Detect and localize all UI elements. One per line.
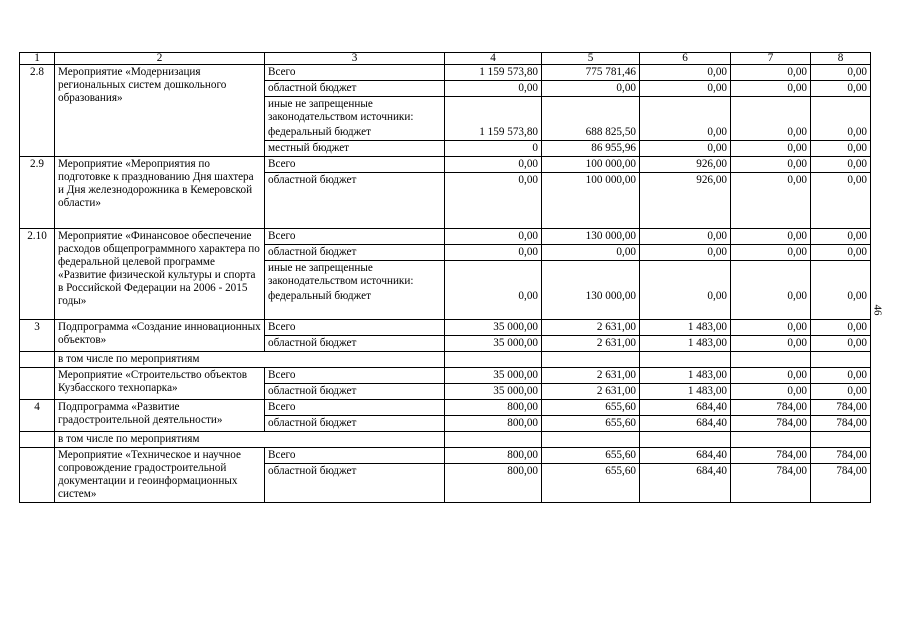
- value-cell: 130 000,00: [542, 229, 640, 245]
- source-label: иные не запрещенные законодательством источники:: [265, 261, 445, 290]
- value-cell: 0,00: [640, 125, 731, 141]
- value-cell: 688 825,50: [542, 125, 640, 141]
- value-cell: 1 483,00: [640, 383, 731, 399]
- row-name: Подпрограмма «Развитие градостроительной деятельности»: [55, 399, 265, 431]
- value-cell: 0,00: [811, 81, 871, 97]
- value-cell: 2 631,00: [542, 335, 640, 351]
- table-row: [20, 447, 871, 463]
- table-row: [20, 65, 871, 81]
- value-cell: 0,00: [731, 173, 811, 229]
- value-cell: 100 000,00: [542, 157, 640, 173]
- value-cell: 0,00: [731, 157, 811, 173]
- budget-table: [19, 52, 871, 503]
- value-cell: 0,00: [640, 141, 731, 157]
- value-cell: 0,00: [811, 319, 871, 335]
- value-cell: 2 631,00: [542, 383, 640, 399]
- value-cell: 655,60: [542, 447, 640, 463]
- source-label: Всего: [265, 319, 445, 335]
- col-header: 7: [731, 53, 811, 65]
- col-header: 4: [445, 53, 542, 65]
- value-cell: 130 000,00: [542, 289, 640, 319]
- value-cell: 0,00: [811, 65, 871, 81]
- value-cell: 0,00: [811, 173, 871, 229]
- value-cell: 775 781,46: [542, 65, 640, 81]
- value-cell: 0,00: [731, 289, 811, 319]
- value-cell: 0,00: [542, 245, 640, 261]
- value-cell: 684,40: [640, 463, 731, 502]
- value-cell: 0,00: [811, 245, 871, 261]
- value-cell: 35 000,00: [445, 335, 542, 351]
- value-cell: 784,00: [811, 415, 871, 431]
- source-label: Всего: [265, 447, 445, 463]
- source-label: областной бюджет: [265, 335, 445, 351]
- source-label: иные не запрещенные законодательством источники:: [265, 97, 445, 126]
- col-header: 8: [811, 53, 871, 65]
- value-cell: 0,00: [731, 335, 811, 351]
- value-cell: 0,00: [445, 289, 542, 319]
- value-cell: 0,00: [445, 157, 542, 173]
- value-cell: 1 159 573,80: [445, 125, 542, 141]
- table-row: [20, 367, 871, 383]
- col-header: 5: [542, 53, 640, 65]
- value-cell: 784,00: [731, 447, 811, 463]
- value-cell: 684,40: [640, 399, 731, 415]
- row-name: Мероприятие «Строительство объектов Кузбасского технопарка»: [55, 367, 265, 399]
- value-cell: 0,00: [731, 229, 811, 245]
- source-label: местный бюджет: [265, 141, 445, 157]
- col-header: 1: [20, 53, 55, 65]
- value-cell: 0,00: [811, 335, 871, 351]
- value-cell: 1 483,00: [640, 335, 731, 351]
- value-cell: 86 955,96: [542, 141, 640, 157]
- value-cell: 0,00: [731, 65, 811, 81]
- table-row: [20, 431, 871, 447]
- value-cell: 784,00: [811, 399, 871, 415]
- value-cell: 800,00: [445, 399, 542, 415]
- source-label: Всего: [265, 367, 445, 383]
- value-cell: 35 000,00: [445, 367, 542, 383]
- value-cell: 1 483,00: [640, 367, 731, 383]
- subsection-label: в том числе по мероприятиям: [55, 431, 445, 447]
- row-number: 4: [20, 399, 55, 431]
- row-name: Мероприятие «Финансовое обеспечение расходов общепрограммного характера по федеральной целевой программе «Развитие физической культуры и спорта в Российской Федерации на 2006 - 2015 годы»: [55, 229, 265, 320]
- page-number: 46: [871, 304, 884, 316]
- value-cell: 2 631,00: [542, 367, 640, 383]
- value-cell: 0,00: [811, 289, 871, 319]
- source-label: областной бюджет: [265, 463, 445, 502]
- value-cell: 655,60: [542, 399, 640, 415]
- source-label: Всего: [265, 399, 445, 415]
- value-cell: 1 483,00: [640, 319, 731, 335]
- source-label: областной бюджет: [265, 173, 445, 229]
- value-cell: 0,00: [445, 245, 542, 261]
- value-cell: 2 631,00: [542, 319, 640, 335]
- source-label: областной бюджет: [265, 245, 445, 261]
- value-cell: 784,00: [811, 463, 871, 502]
- value-cell: 0,00: [811, 229, 871, 245]
- value-cell: 0,00: [731, 81, 811, 97]
- value-cell: 0,00: [731, 125, 811, 141]
- value-cell: 655,60: [542, 463, 640, 502]
- value-cell: 0,00: [731, 141, 811, 157]
- value-cell: 0,00: [811, 125, 871, 141]
- value-cell: 800,00: [445, 415, 542, 431]
- source-label: федеральный бюджет: [265, 125, 445, 141]
- table-row: [20, 157, 871, 173]
- value-cell: 0,00: [811, 367, 871, 383]
- row-number: 2.10: [20, 229, 55, 320]
- value-cell: 0,00: [731, 383, 811, 399]
- value-cell: 0,00: [811, 157, 871, 173]
- row-number: 2.9: [20, 157, 55, 229]
- source-label: областной бюджет: [265, 415, 445, 431]
- value-cell: 0,00: [445, 229, 542, 245]
- source-label: Всего: [265, 229, 445, 245]
- value-cell: 1 159 573,80: [445, 65, 542, 81]
- value-cell: 0,00: [445, 173, 542, 229]
- col-header: 6: [640, 53, 731, 65]
- source-label: федеральный бюджет: [265, 289, 445, 319]
- value-cell: 684,40: [640, 415, 731, 431]
- value-cell: 0,00: [640, 81, 731, 97]
- value-cell: 0,00: [445, 81, 542, 97]
- value-cell: 0,00: [640, 289, 731, 319]
- value-cell: 0,00: [542, 81, 640, 97]
- value-cell: 784,00: [731, 399, 811, 415]
- subsection-label: в том числе по мероприятиям: [55, 351, 445, 367]
- column-numbers-row: [20, 53, 871, 65]
- source-label: Всего: [265, 157, 445, 173]
- value-cell: 0,00: [811, 141, 871, 157]
- row-name: Подпрограмма «Создание инновационных объектов»: [55, 319, 265, 351]
- value-cell: 0: [445, 141, 542, 157]
- value-cell: 784,00: [731, 463, 811, 502]
- value-cell: 684,40: [640, 447, 731, 463]
- value-cell: 784,00: [811, 447, 871, 463]
- value-cell: 0,00: [731, 319, 811, 335]
- table-row: [20, 399, 871, 415]
- value-cell: 0,00: [640, 65, 731, 81]
- row-name: Мероприятие «Мероприятия по подготовке к празднованию Дня шахтера и Дня железнодорожника в Кемеровской области»: [55, 157, 265, 229]
- value-cell: 926,00: [640, 157, 731, 173]
- value-cell: 0,00: [640, 245, 731, 261]
- table-row: [20, 229, 871, 245]
- value-cell: 35 000,00: [445, 383, 542, 399]
- table-row: [20, 351, 871, 367]
- value-cell: 784,00: [731, 415, 811, 431]
- row-name: Мероприятие «Модернизация региональных систем дошкольного образования»: [55, 65, 265, 157]
- value-cell: 0,00: [731, 245, 811, 261]
- value-cell: 0,00: [731, 367, 811, 383]
- source-label: Всего: [265, 65, 445, 81]
- source-label: областной бюджет: [265, 383, 445, 399]
- value-cell: 800,00: [445, 463, 542, 502]
- row-number: 3: [20, 319, 55, 351]
- value-cell: 800,00: [445, 447, 542, 463]
- value-cell: 35 000,00: [445, 319, 542, 335]
- row-name: Мероприятие «Техническое и научное сопровождение градостроительной документации и геоинформационных систем»: [55, 447, 265, 502]
- row-number: 2.8: [20, 65, 55, 157]
- value-cell: 655,60: [542, 415, 640, 431]
- value-cell: 0,00: [640, 229, 731, 245]
- source-label: областной бюджет: [265, 81, 445, 97]
- col-header: 3: [265, 53, 445, 65]
- value-cell: 0,00: [811, 383, 871, 399]
- value-cell: 100 000,00: [542, 173, 640, 229]
- col-header: 2: [55, 53, 265, 65]
- table-row: [20, 319, 871, 335]
- value-cell: 926,00: [640, 173, 731, 229]
